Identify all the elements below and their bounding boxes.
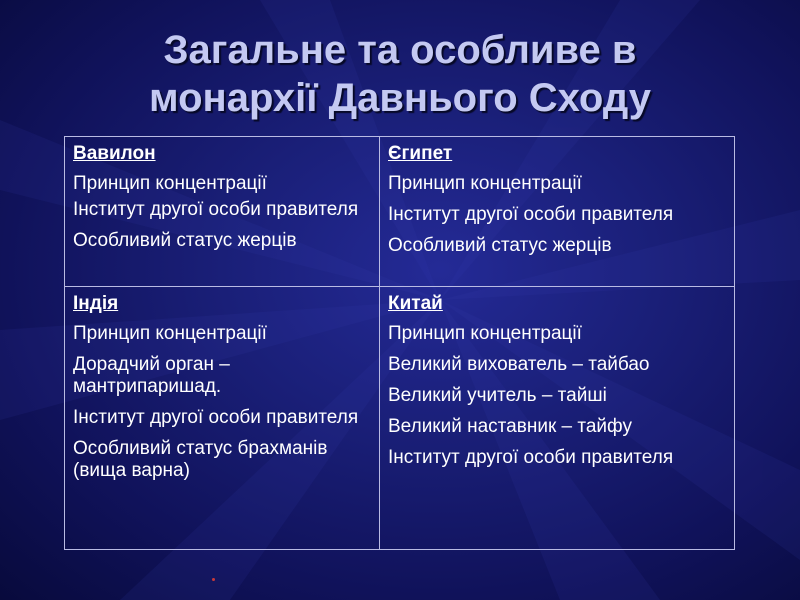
cell-line: Інститут другої особи правителя (73, 407, 359, 428)
decorative-dot (212, 578, 215, 581)
cell-line: Інститут другої особи правителя (388, 204, 674, 225)
cell-babylon (65, 137, 380, 287)
cell-line: Великий учитель – тайші (388, 385, 607, 406)
table-row (65, 287, 735, 550)
cell-heading: Індія (73, 293, 119, 314)
cell-line: Особливий статус брахманів (вища варна) (73, 438, 328, 481)
slide-title (0, 26, 800, 122)
cell-line: Великий наставник – тайфу (388, 416, 632, 437)
comparison-table (64, 136, 735, 550)
cell-heading: Вавилон (73, 143, 156, 164)
table-row (65, 137, 735, 287)
cell-line: Дорадчий орган – мантрипаришад. (73, 354, 230, 397)
cell-india (65, 287, 380, 550)
cell-line: Принцип концентрації (73, 173, 267, 194)
cell-line: Великий вихователь – тайбао (388, 354, 650, 375)
cell-line: Інститут другої особи правителя (388, 447, 674, 468)
cell-heading: Єгипет (388, 143, 453, 164)
cell-egypt (380, 137, 735, 287)
cell-line: Інститут другої особи правителя (73, 199, 359, 220)
cell-line: Принцип концентрації (73, 323, 267, 344)
cell-line: Особливий статус жерців (73, 230, 297, 251)
cell-line: Принцип концентрації (388, 323, 582, 344)
slide-title-line-1: Загальне та особливе в (163, 28, 637, 72)
cell-china (380, 287, 735, 550)
slide-title-line-2: монархії Давнього Сходу (149, 76, 651, 120)
cell-heading: Китай (388, 293, 443, 314)
cell-line: Принцип концентрації (388, 173, 582, 194)
cell-line: Особливий статус жерців (388, 235, 612, 256)
